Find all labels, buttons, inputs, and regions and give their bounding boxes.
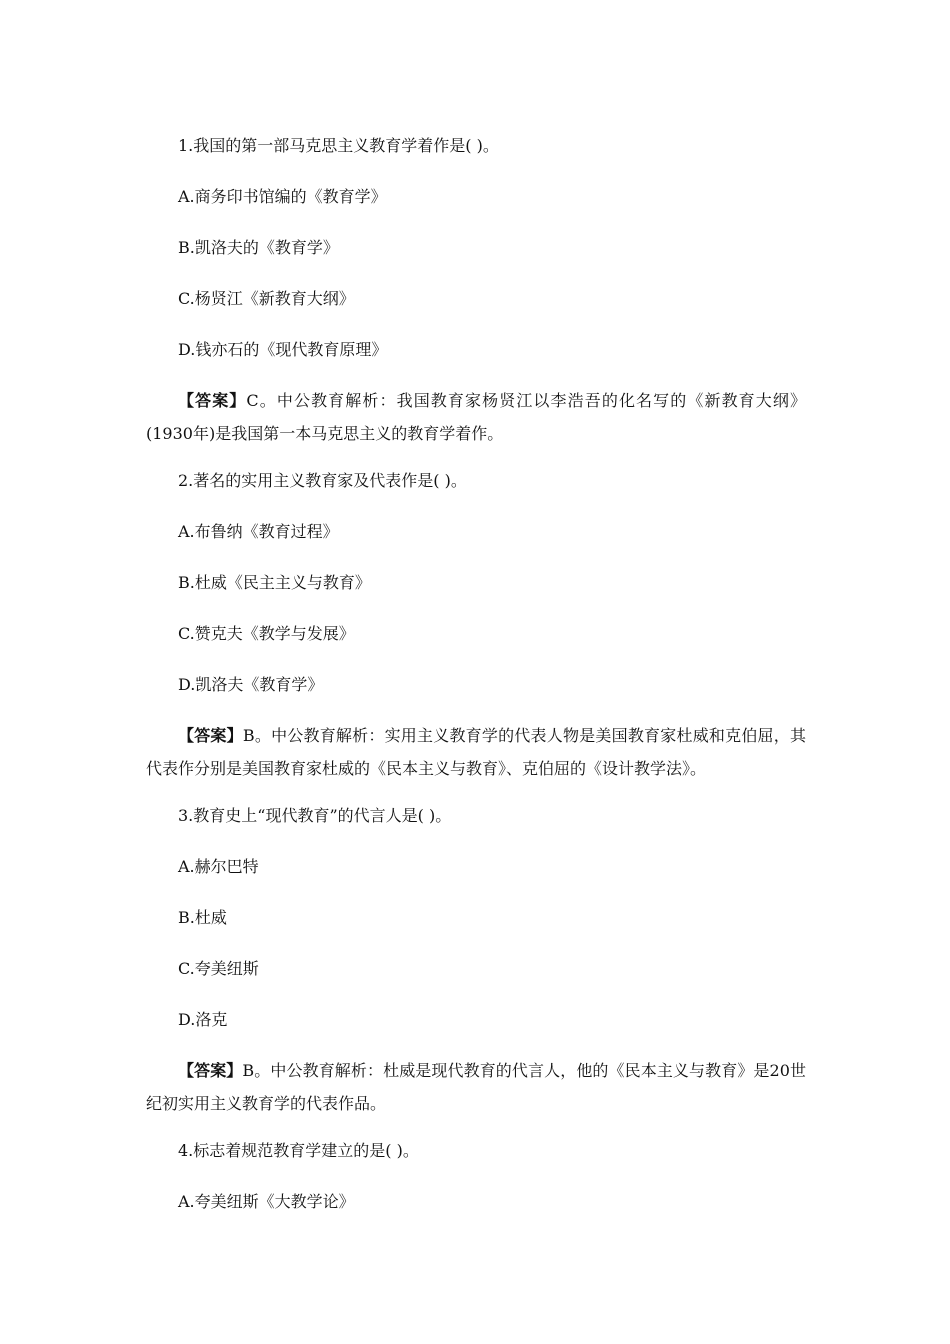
answer-explanation: B。中公教育解析：杜威是现代教育的代言人，他的《民本主义与教育》是20世纪初实用主义教育学的代表作品。 [146,1061,806,1113]
question-3-option-a: A.赫尔巴特 [178,857,259,876]
question-3-option-d: D.洛克 [178,1010,228,1029]
question-2-option-d: D.凯洛夫《教育学》 [178,675,324,694]
question-2-option-c: C.赞克夫《教学与发展》 [178,624,355,643]
question-2-option-a: A.布鲁纳《教育过程》 [178,522,339,541]
question-4-stem: 4.标志着规范教育学建立的是( )。 [178,1141,419,1160]
question-3-stem: 3.教育史上“现代教育”的代言人是( )。 [178,806,452,825]
question-1-option-a: A.商务印书馆编的《教育学》 [178,187,387,206]
question-1-option-b: B.凯洛夫的《教育学》 [178,238,339,257]
question-2-option-b: B.杜威《民主主义与教育》 [178,573,371,592]
question-2-stem: 2.著名的实用主义教育家及代表作是( )。 [178,471,467,490]
question-1-stem: 1.我国的第一部马克思主义教育学着作是( )。 [178,136,499,155]
question-3-option-c: C.夸美纽斯 [178,959,259,978]
question-1-answer [146,384,806,450]
answer-tag: 【答案】 [178,1061,243,1080]
answer-tag: 【答案】 [178,391,247,410]
question-2-answer [146,719,806,785]
answer-explanation: B。中公教育解析：实用主义教育学的代表人物是美国教育家杜威和克伯屈，其代表作分别是美国教育家杜威的《民本主义与教育》、克伯屈的《设计教学法》。 [146,726,806,778]
answer-explanation: C。中公教育解析：我国教育家杨贤江以李浩吾的化名写的《新教育大纲》(1930年)是我国第一本马克思主义的教育学着作。 [146,391,806,443]
answer-tag: 【答案】 [178,726,243,745]
question-1-option-d: D.钱亦石的《现代教育原理》 [178,340,388,359]
question-3-answer [146,1054,806,1120]
question-1-option-c: C.杨贤江《新教育大纲》 [178,289,355,308]
question-3-option-b: B.杜威 [178,908,227,927]
question-4-option-a: A.夸美纽斯《大教学论》 [178,1192,355,1211]
